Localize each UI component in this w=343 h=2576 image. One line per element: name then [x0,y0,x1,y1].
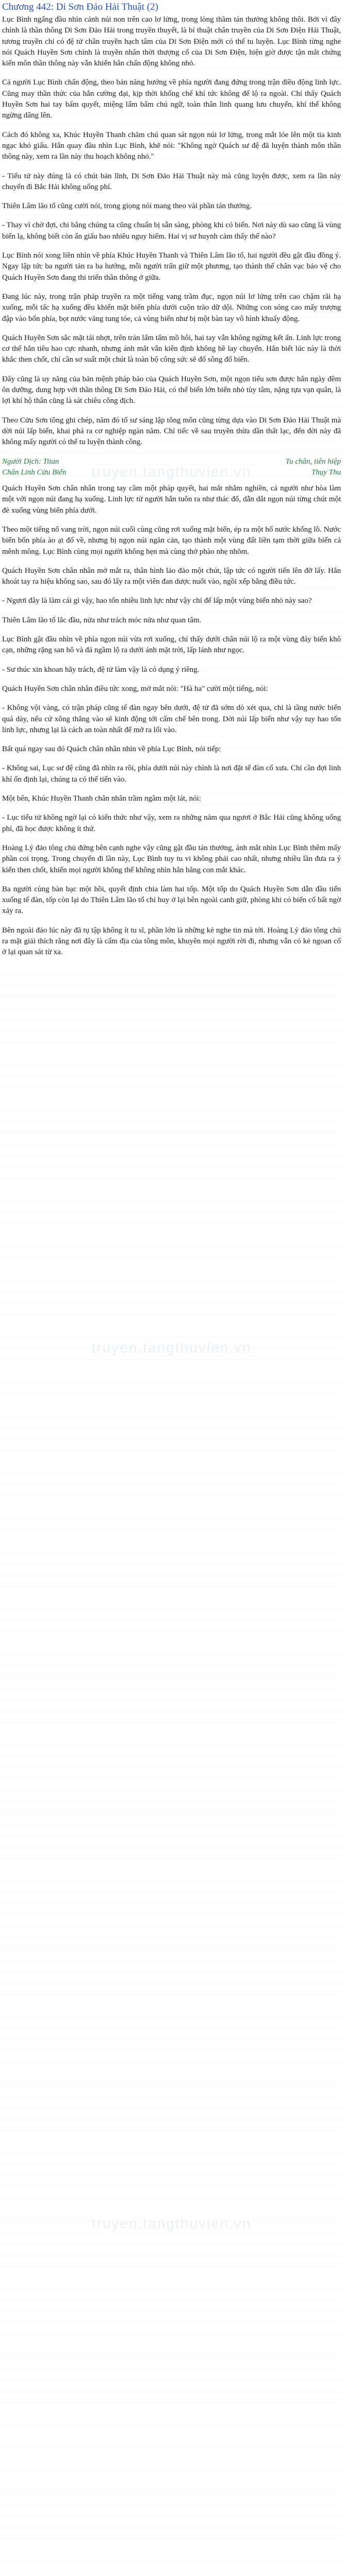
paragraph: - Không vội vàng, có trận pháp cũng tế đàn ngay bên dưới, đệ tử đã sớm dò xét qua, chỉ là tầng nước biển quá dày, nếu cứ xông thẳng vào sẽ kinh động tới cấm chế bên trong. Dời núi lấp biển như vậy tuy hao tổn linh lực, nhưng lại là cách an toàn nhất để mở ra lối vào. [2,704,341,734]
chapter-body [2,14,341,958]
paragraph: - Ngươi đây là làm cái gì vậy, hao tổn nhiều linh lực như vậy chỉ để lấp một vùng biển nhỏ này sao? [2,597,312,605]
author-label: Thụy Thu [311,468,341,477]
paragraph: - Lục tiểu tử không ngờ lại có kiến thức như vậy, xem ra những năm qua ngươi ở Bắc Hải cũng không uổng phí, đã học được không ít thứ. [2,814,341,833]
paragraph: Ba người cùng bàn bạc một hồi, quyết định chia làm hai tốp. Một tốp do Quách Huyền Sơn dẫn đầu tiến xuống tế đàn, tốp còn lại do Thiên Lâm lão tổ chỉ huy ở lại bên ngoài canh giữ, phòng khi có biến cố bất ngờ xảy ra. [2,885,341,916]
genre-label: Tu chân, tiên hiệp [285,457,341,466]
paragraph: Quách Huyền Sơn sắc mặt tái nhợt, trên trán lấm tấm mồ hôi, hai tay vẫn không ngừng kết ấn. Linh lực trong cơ thể hắn tiêu hao cực nhanh, nhưng ánh mắt vẫn kiên định không hề lay chuyển. Hắn biết lúc này là thời khắc then chốt, chỉ cần sơ suất một chút là toàn bộ công sức sẽ đổ sông đổ biển. [2,333,341,364]
paragraph: Lục Bình ngẩng đầu nhìn cảnh núi non trên cao lơ lửng, trong lòng thầm tán thưởng không thôi. Bởi vì đây chính là thần thông Di Sơn Đảo Hải trong truyền thuyết, là bí thuật chân truyền của Di Sơn Điện Hải Thuật, tương truyền chỉ có đệ tử chân truyền hạch tâm của Di Sơn Điện mới có thể tu luyện. Lục Bình từng nghe nói Quách Huyền Sơn chính là truyền nhân thời thượng cổ của Di Sơn Điện, hiện giờ được tận mắt chứng kiến môn thần thông này vẫn khiến hắn chấn động không nhỏ. [2,15,341,68]
paragraph: Lục Bình gật đầu nhìn về phía ngọn núi vừa rơi xuống, chỉ thấy dưới chân núi lộ ra một vùng đáy biển khô cạn, những rặng san hô và đá ngầm lộ ra dưới ánh mặt trời, lấp lánh như ngọc. [2,635,341,655]
paragraph: Lục Bình nói xong liền nhìn về phía Khúc Huyền Thanh và Thiên Lâm lão tổ, hai người đều gật đầu đồng ý. Ngay lập tức ba người tản ra ba hướng, mỗi người trấn giữ một phương, tạo thành thế chân vạc bảo vệ cho Quách Huyền Sơn đang thi triển thần thông ở giữa. [2,251,341,282]
paragraph: Thiên Lâm lão tổ cũng cười nói, trong giọng nói mang theo vài phần tán thưởng. [2,202,252,211]
credits-row-source [2,467,341,478]
paragraph: Cách đó không xa, Khúc Huyền Thanh chăm chú quan sát ngọn núi lơ lửng, trong mắt lóe lên một tia kinh ngạc khó giấu. Hắn quay đầu nhìn Lục Bình, khẽ nói: "Không ngờ Quách sư đệ đã luyện thành môn thần thông này, xem ra lần này thu hoạch không nhỏ." [2,130,341,161]
paragraph: Quách Huyền Sơn chân nhân trong tay cầm một pháp quyết, hai mắt nhắm nghiền, cả người như hòa làm một với ngọn núi đang hạ xuống. Linh lực từ người hắn tuôn ra như thác đổ, dẫn dắt ngọn núi từng chút một đè xuống vùng biển phía dưới. [2,484,341,515]
source-label: Chân Linh Cửu Biến [2,468,67,477]
watermark-text: truyen.tangthuvien.vn [91,1340,252,1355]
paragraph: Một bên, Khúc Huyền Thanh chân nhân trầm ngâm một lát, nói: [2,794,201,803]
chapter-credits [2,456,341,479]
paragraph: Bên ngoài đảo lúc này đã tụ tập không ít tu sĩ, phần lớn là những kẻ nghe tin mà tới. Hoàng Lý đảo tông chủ ra mặt giải thích rằng nơi đây là cấm địa của tông môn, khuyên mọi người rời đi, nhưng vẫn có kẻ ngoan cố ở lại quan sát từ xa. [2,926,341,957]
paragraph: Hoàng Lý đảo tông chủ đứng bên cạnh nghe vậy cũng gật đầu tán thưởng, ánh mắt nhìn Lục Bình thêm mấy phần coi trọng. Trong chuyến đi lần này, Lục Bình tuy tu vi không phải cao nhất, nhưng nhiều lần đưa ra ý kiến then chốt, khiến mọi người không thể không nhìn hắn bằng con mắt khác. [2,843,341,874]
watermark-text: truyen.tangthuvien.vn [91,464,252,480]
paragraph: Theo một tiếng nổ vang trời, ngọn núi cuối cùng cũng rơi xuống mặt biển, ép ra một hố nước khổng lồ. Nước biển bốn phía ào ạt đổ về, nhưng bị ngọn núi ngăn cản, tạo thành một vùng đất liền tạm thời giữa biển cả mênh mông. Lục Bình cùng mọi người không hẹn mà cùng thở phào nhẹ nhõm. [2,525,341,556]
paragraph: - Thay vì chờ đợi, chi bằng chúng ta cũng chuẩn bị sẵn sàng, phòng khi có biến. Nơi này dù sao cũng là vùng biển lạ, không biết còn ẩn giấu bao nhiêu nguy hiểm. Hai vị sư huynh cảm thấy thế nào? [2,221,341,241]
paragraph: - Sư thúc xin khoan hãy trách, đệ tử làm vậy là có dụng ý riêng. [2,665,200,674]
paragraph: Bất quá ngay sau đó Quách chân nhân nhìn về phía Lục Bình, nói tiếp: [2,745,221,754]
paragraph: Quách Huyền Sơn chân nhân điều tức xong, mở mắt nói: "Hà ha" cười một tiếng, nói: [2,684,268,693]
chapter-title: Chương 442: Di Sơn Đảo Hải Thuật (2) [2,2,158,12]
paragraph: - Tiểu tử này đúng là có chút bản lĩnh, Di Sơn Đảo Hải Thuật này mà cũng luyện được, xem ra lần này chuyến đi Bắc Hải không uổng phí. [2,172,341,191]
paragraph: Thiên Lâm lão tổ lắc đầu, nửa như trách móc nửa như quan tâm. [2,616,202,624]
paragraph: Cả người Lục Bình chấn động, theo bản năng hướng về phía người đang đứng trong trận điều động linh lực. Cũng may thần thức của hắn cường đại, kịp thời khống chế khí tức không để lộ ra ngoài. Chỉ thấy Quách Huyền Sơn hai tay bấm quyết, miệng lẩm bẩm chú ngữ, toàn thân linh quang lưu chuyển, khí thế không ngừng dâng lên. [2,78,341,120]
paragraph: Quách Huyền Sơn chân nhân mở mắt ra, thân hình lảo đảo một chút, lập tức có người tiến lên đỡ lấy. Hắn khoát tay ra hiệu không sao, sau đó lấy ra một viên đan dược nuốt vào, ngồi xếp bằng điều tức. [2,566,341,586]
translator-label: Người Dịch: Titan [2,457,59,466]
credits-row-translator [2,456,341,467]
paragraph: Đang lúc này, trong trận pháp truyền ra một tiếng vang trầm đục, ngọn núi lơ lửng trên cao chậm rãi hạ xuống, mỗi tấc hạ xuống đều khiến mặt biển phía dưới cuộn trào dữ dội. Những con sóng cao mấy trượng đập vào bốn phía, bọt nước văng tung tóe, cả vùng biển như bị một bàn tay vô hình khuấy động. [2,292,341,323]
paragraph: Theo Cửu Sơn tông ghi chép, năm đó tổ sư sáng lập tông môn cũng từng dựa vào Di Sơn Đảo Hải Thuật mà dời núi lấp biển, khai phá ra cơ nghiệp ngàn năm. Chỉ tiếc về sau truyền thừa dần thất lạc, đến đời này đã không mấy người có thể tu luyện thành công. [2,416,341,447]
paragraph: Đây cũng là uy năng của bản mệnh pháp bảo của Quách Huyền Sơn, một ngọn tiểu sơn được hắn ngày đêm ôn dưỡng, dung hợp với thần thông Di Sơn Đảo Hải, có thể biến lớn biến nhỏ tùy tâm, nặng tựa vạn quân, là lợi khí hộ thân cũng là sát chiêu công địch. [2,375,341,405]
paragraph: - Không sai, Lục sư đệ cũng đã nhìn ra rồi, phía dưới núi này chính là nơi đặt tế đàn cổ xưa. Chỉ cần đợi linh khí ổn định lại, chúng ta có thể tiến vào. [2,764,341,784]
watermark-text: truyen.tangthuvien.vn [91,2215,252,2231]
